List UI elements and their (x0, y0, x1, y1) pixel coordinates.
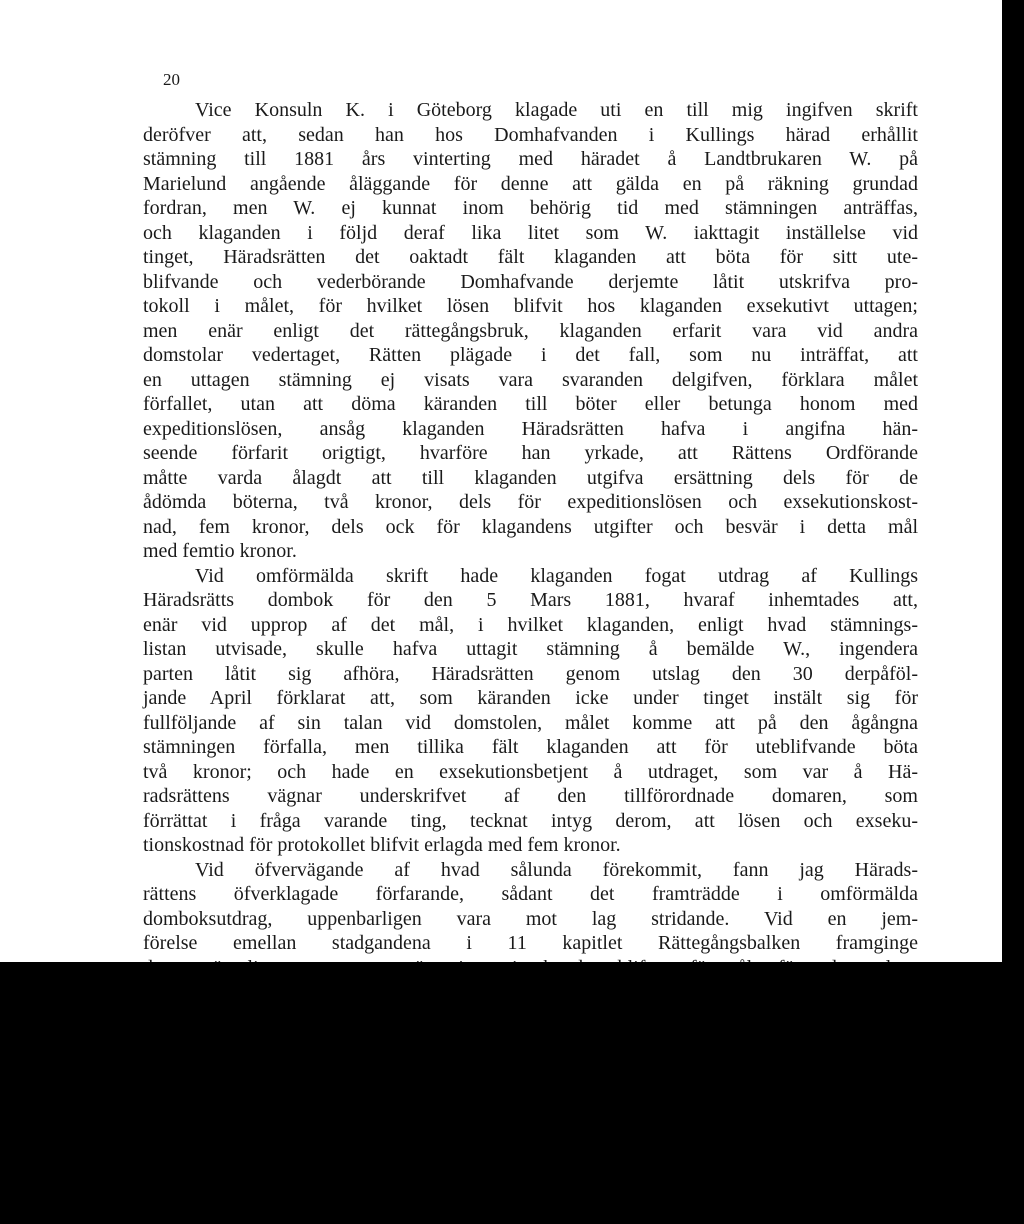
text-line: tinget, Häradsrätten det oaktadt fält klaganden att böta för sitt ute- (143, 246, 918, 268)
text-line: två kronor; och hade en exsekutionsbetjent å utdraget, som var å Hä- (143, 760, 918, 783)
text-line: Häradsrätts dombok för den 5 Mars 1881, hvaraf inhemtades att, (143, 589, 918, 611)
text-line: fullföljande af sin talan vid domstolen, målet komme att på den ågångna (143, 711, 918, 734)
text-line: Vid omförmälda skrift hade klaganden fogat utdrag af Kullings (195, 564, 918, 587)
text-line: Vid öfvervägande af hvad sålunda förekommit, fann jag Härads- (195, 858, 918, 881)
text-line: stämningen förfalla, men tillika fält klaganden att för uteblifvande böta (143, 736, 918, 758)
text-line: rättens öfverklagade förfarande, sådant det framträdde i omförmälda (143, 883, 918, 905)
text-line: seende förfarit origtigt, hvarföre han yrkade, att Rättens Ordförande (143, 442, 918, 464)
text-line: fordran, men W. ej kunnat inom behörig tid med stämningen anträffas, (143, 197, 918, 219)
text-line: men enär enligt det rättegångsbruk, klaganden erfarit vara vid andra (143, 319, 918, 342)
body-text (143, 98, 918, 1078)
text-line: jande April förklarat att, som käranden icke under tinget instält sig för (143, 687, 918, 709)
text-line: blifvande och vederbörande Domhafvande derjemte låtit utskrifva pro- (143, 270, 918, 293)
scan-edge-bottom (0, 962, 1024, 1224)
text-line: stämning till 1881 års vinterting med häradet å Landtbrukaren W. på (143, 148, 918, 170)
text-line: radsrättens vägnar underskrifvet af den tillförordnade domaren, som (143, 785, 918, 807)
text-line: parten låtit sig afhöra, Häradsrätten genom utslag den 30 derpåföl- (143, 662, 918, 685)
text-line: med femtio kronor. (143, 540, 297, 562)
text-line: Vice Konsuln K. i Göteborg klagade uti en till mig ingifven skrift (195, 99, 918, 121)
text-line: nad, fem kronor, dels ock för klagandens utgifter och besvär i detta mål (143, 515, 918, 538)
text-line: domstolar vedertaget, Rätten plägade i det fall, som nu inträffat, att (143, 344, 918, 366)
text-line: tokoll i målet, för hvilket lösen blifvit hos klaganden exsekutivt uttagen; (143, 295, 918, 317)
text-line: förfallet, utan att döma käranden till böter eller betunga honom med (143, 393, 918, 415)
text-line: expeditionslösen, ansåg klaganden Häradsrätten hafva i angifna hän- (143, 417, 918, 440)
text-line: förelse emellan stadgandena i 11 kapitlet Rättegångsbalken framginge (143, 932, 918, 954)
text-line: Marielund angående åläggande för denne att gälda en på räkning grundad (143, 172, 918, 195)
text-line: domboksutdrag, uppenbarligen vara mot lag stridande. Vid en jem- (143, 907, 918, 930)
text-line: enär vid upprop af det mål, i hvilket klaganden, enligt hvad stämnings- (143, 613, 918, 636)
text-line: listan utvisade, skulle hafva uttagit stämning å bemälde W., ingendera (143, 638, 918, 660)
text-line: ådömda böterna, två kronor, dels för expeditionslösen och exsekutionskost- (143, 491, 918, 513)
text-line: deröfver att, sedan han hos Domhafvanden i Kullings härad erhållit (143, 123, 918, 146)
text-line: en uttagen stämning ej visats vara svaranden delgifven, förklara målet (143, 368, 918, 391)
text-line: måtte varda ålagdt att till klaganden utgifva ersättning dels för de (143, 466, 918, 489)
page-number: 20 (163, 70, 180, 89)
text-line: förrättat i fråga varande ting, tecknat intyg derom, att lösen och exseku- (143, 809, 918, 832)
text-line: tionskostnad för protokollet blifvit erlagda med fem kronor. (143, 834, 621, 856)
text-line: och klaganden i följd deraf lika litet som W. iakttagit inställelse vid (143, 221, 918, 244)
